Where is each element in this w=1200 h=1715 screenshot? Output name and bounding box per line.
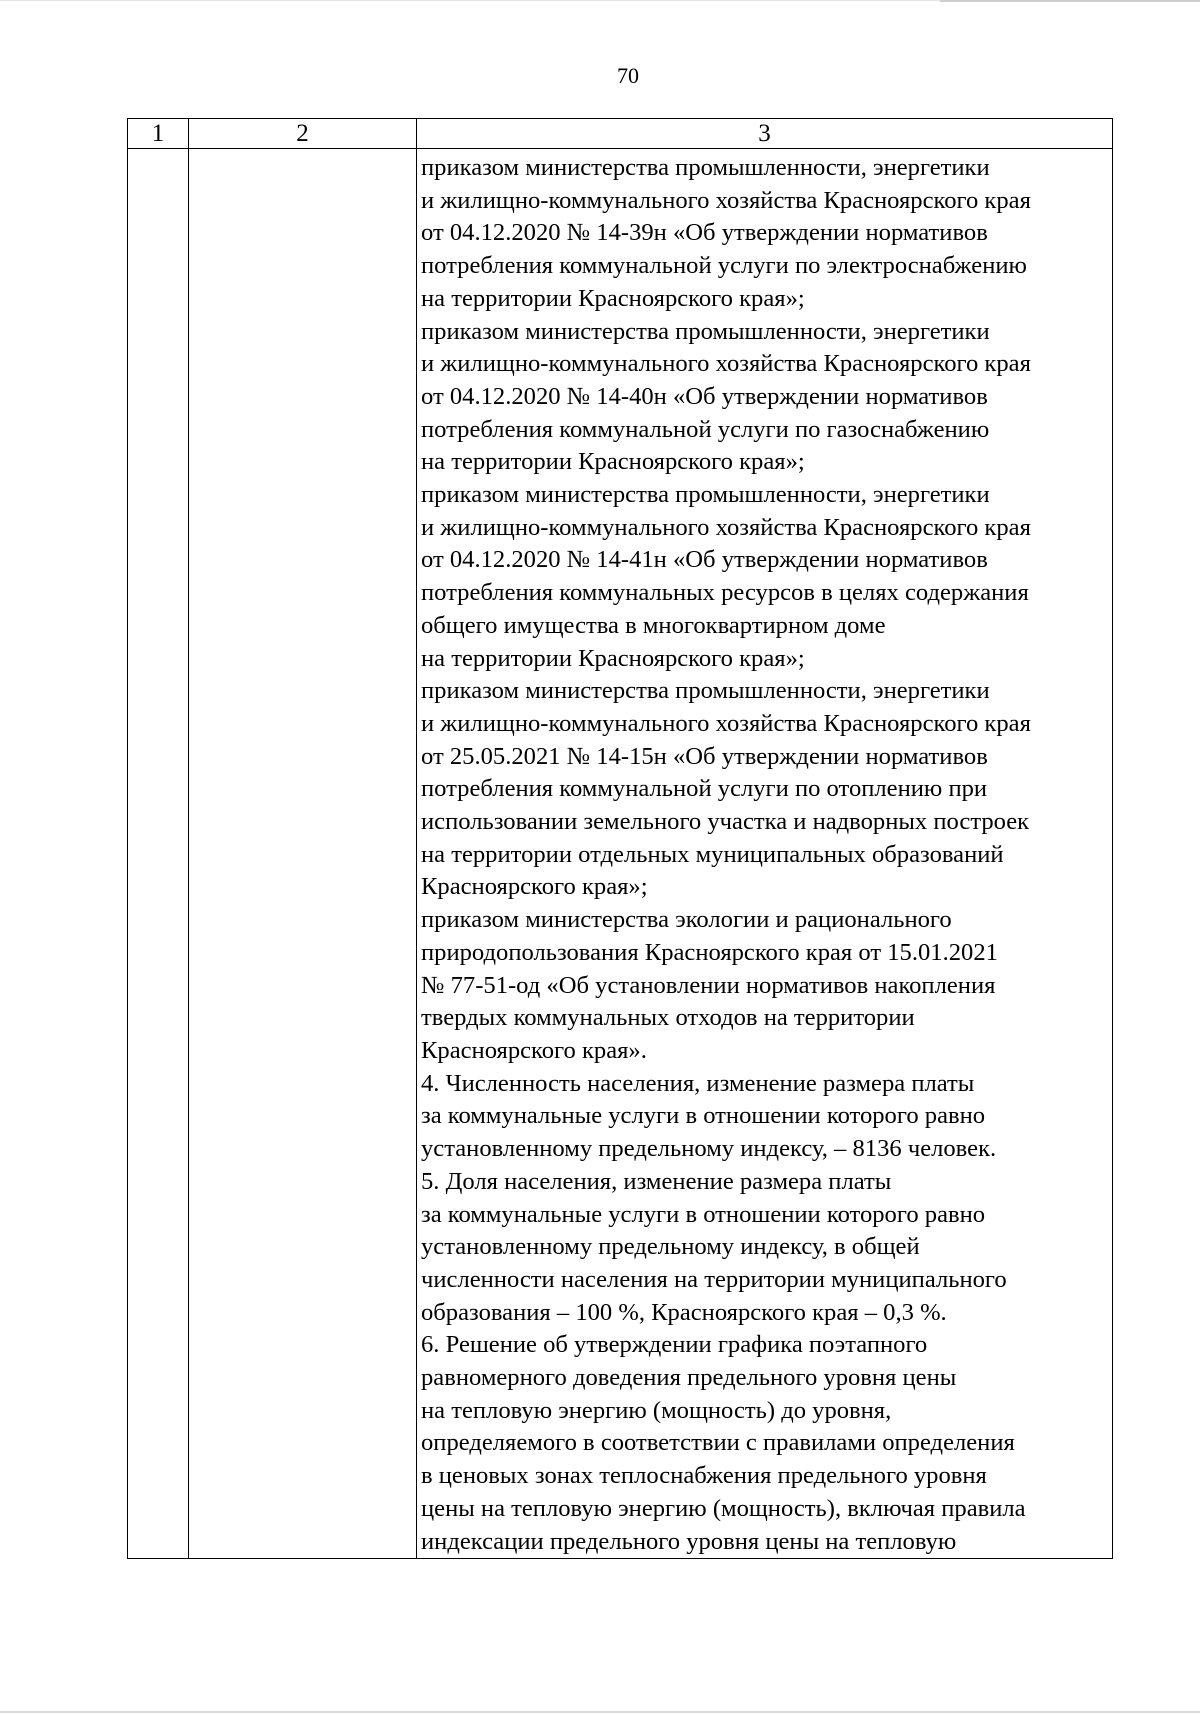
table-row xyxy=(128,149,1113,1559)
text-line: на территории Красноярского края»; xyxy=(421,284,805,312)
text-line: от 04.12.2020 № 14-40н «Об утверждении нормативов xyxy=(421,382,988,410)
text-line: равномерного доведения предельного уровня цены xyxy=(421,1364,957,1392)
text-line: общего имущества в многоквартирном доме xyxy=(421,611,886,639)
text-line: индексации предельного уровня цены на тепловую xyxy=(421,1527,957,1555)
text-line: в ценовых зонах теплоснабжения предельного уровня xyxy=(421,1462,987,1490)
text-line: на территории Красноярского края»; xyxy=(421,644,805,672)
text-line: твердых коммунальных отходов на территории xyxy=(421,1004,915,1032)
text-line: за коммунальные услуги в отношении которого равно xyxy=(421,1102,986,1130)
text-line: Красноярского края»; xyxy=(421,873,648,901)
text-line: численности населения на территории муниципального xyxy=(421,1265,1007,1293)
text-line: приказом министерства экологии и рационального xyxy=(421,906,952,934)
text-line: приказом министерства промышленности, энергетики xyxy=(421,481,990,509)
text-line: на территории Красноярского края»; xyxy=(421,448,805,476)
text-line: № 77-51-од «Об установлении нормативов накопления xyxy=(421,971,996,999)
column-3-text xyxy=(417,149,1112,1558)
text-line: приказом министерства промышленности, энергетики xyxy=(421,154,990,181)
column-3-cell xyxy=(417,149,1113,1559)
text-line: приказом министерства промышленности, энергетики xyxy=(421,677,990,705)
text-line: и жилищно-коммунального хозяйства Красноярского края xyxy=(421,186,1031,214)
page-number: 70 xyxy=(617,63,639,88)
column-header-3: 3 xyxy=(417,119,1113,149)
text-line: потребления коммунальных ресурсов в целях содержания xyxy=(421,579,1029,607)
text-line: природопользования Красноярского края от 15.01.2021 xyxy=(421,938,998,966)
text-line: и жилищно-коммунального хозяйства Красноярского края xyxy=(421,513,1031,541)
text-line: от 25.05.2021 № 14-15н «Об утверждении нормативов xyxy=(421,742,988,770)
text-line: использовании земельного участка и надворных построек xyxy=(421,808,1030,836)
document-table xyxy=(127,118,1113,1559)
table-header-row xyxy=(128,119,1113,149)
text-line: установленному предельному индексу, – 8136 человек. xyxy=(421,1135,997,1163)
text-line: 6. Решение об утверждении графика поэтапного xyxy=(421,1331,928,1359)
text-line: определяемого в соответствии с правилами определения xyxy=(421,1429,1015,1457)
text-line: приказом министерства промышленности, энергетики xyxy=(421,317,990,345)
text-line: 4. Численность населения, изменение размера платы xyxy=(421,1069,975,1097)
column-1-cell xyxy=(128,149,189,1559)
column-2-cell xyxy=(189,149,417,1559)
scan-edge-mark xyxy=(940,0,1200,2)
text-line: образования – 100 %, Красноярского края – 0,3 %. xyxy=(421,1298,947,1326)
column-header-1: 1 xyxy=(128,119,189,149)
text-line: от 04.12.2020 № 14-41н «Об утверждении нормативов xyxy=(421,546,988,574)
text-line: Красноярского края». xyxy=(421,1036,647,1064)
text-line: на тепловую энергию (мощность) до уровня, xyxy=(421,1396,892,1424)
text-line: потребления коммунальной услуги по электроснабжению xyxy=(421,252,1027,280)
scan-edge-bottom xyxy=(0,1711,1200,1713)
text-line: на территории отдельных муниципальных образований xyxy=(421,840,1004,868)
text-line: и жилищно-коммунального хозяйства Красноярского края xyxy=(421,350,1031,378)
text-line: цены на тепловую энергию (мощность), включая правила xyxy=(421,1494,1026,1522)
text-line: потребления коммунальной услуги по отоплению при xyxy=(421,775,988,803)
column-header-2: 2 xyxy=(189,119,417,149)
text-line: потребления коммунальной услуги по газоснабжению xyxy=(421,415,990,443)
text-line: 5. Доля населения, изменение размера платы xyxy=(421,1167,892,1195)
text-line: за коммунальные услуги в отношении которого равно xyxy=(421,1200,986,1228)
text-line: от 04.12.2020 № 14-39н «Об утверждении нормативов xyxy=(421,219,988,247)
text-line: и жилищно-коммунального хозяйства Красноярского края xyxy=(421,709,1031,737)
text-line: установленному предельному индексу, в общей xyxy=(421,1233,920,1261)
